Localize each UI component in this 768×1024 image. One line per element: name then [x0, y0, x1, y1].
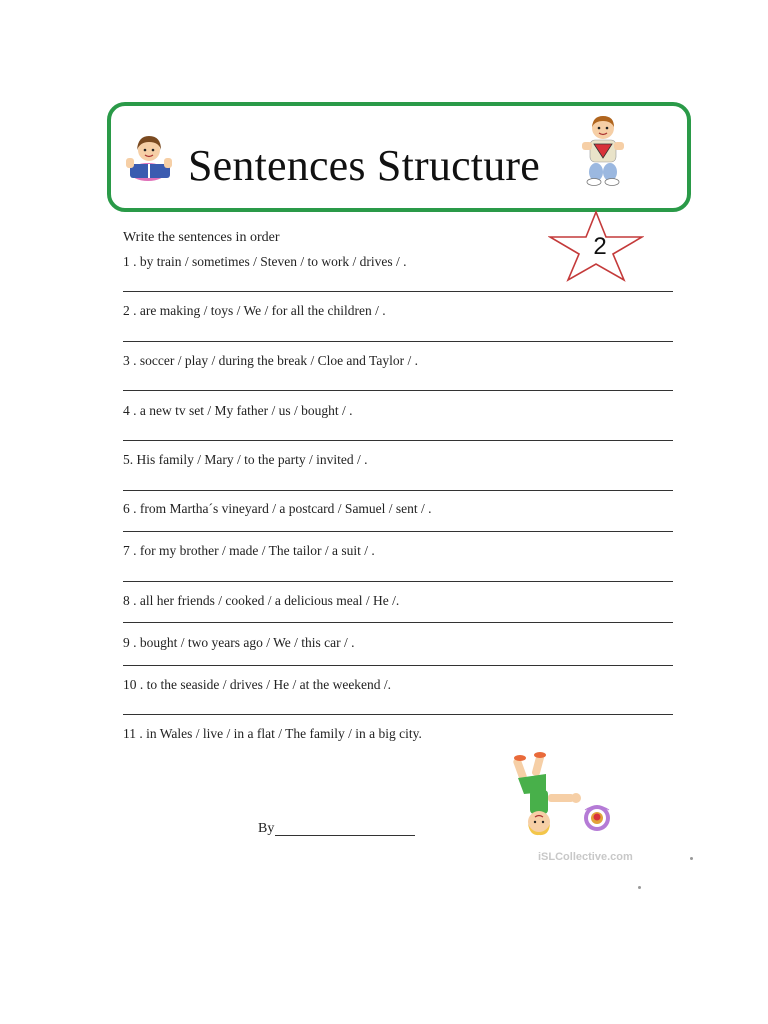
author-line — [275, 835, 415, 836]
sentence-item: 10 . to the seaside / drives / He / at the weekend /. — [123, 677, 392, 692]
answer-line — [123, 622, 673, 623]
answer-line — [123, 390, 673, 391]
answer-line — [123, 440, 673, 441]
girl-reading-icon — [122, 128, 178, 186]
sentence-item: 8 . all her friends / cooked / a delicious meal / He /. — [123, 593, 400, 608]
sentence-item: 11 . in Wales / live / in a flat / The family / in a big city. — [123, 726, 422, 741]
sentence-item: 6 . from Martha´s vineyard / a postcard / Samuel / sent / . — [123, 501, 432, 516]
by-label: By — [258, 821, 275, 836]
worksheet-number: 2 — [593, 233, 607, 260]
sentence-item: 7 . for my brother / made / The tailor / a suit / . — [123, 543, 375, 558]
answer-line — [123, 714, 673, 715]
sentence-item: 9 . bought / two years ago / We / this car / . — [123, 635, 355, 650]
answer-line — [123, 581, 673, 582]
boy-clipart-icon — [578, 114, 628, 186]
answer-line — [123, 341, 673, 342]
scan-dot — [690, 857, 693, 860]
kid-handstand-icon — [512, 752, 584, 836]
answer-line — [123, 490, 673, 491]
answer-line — [123, 665, 673, 666]
answer-line — [123, 531, 673, 532]
answer-line — [123, 291, 673, 292]
scan-dot — [638, 886, 641, 889]
watermark: iSLCollective.com — [538, 851, 633, 863]
page-title: Sentences Structure — [188, 141, 541, 190]
instruction-text: Write the sentences in order — [123, 230, 280, 245]
sentence-item: 5. His family / Mary / to the party / invited / . — [123, 452, 368, 467]
badge-logo-icon — [582, 802, 612, 832]
sentence-item: 4 . a new tv set / My father / us / bought / . — [123, 403, 353, 418]
sentence-item: 1 . by train / sometimes / Steven / to work / drives / . — [123, 254, 407, 269]
sentence-item: 2 . are making / toys / We / for all the children / . — [123, 303, 386, 318]
sentence-item: 3 . soccer / play / during the break / Cloe and Taylor / . — [123, 353, 418, 368]
